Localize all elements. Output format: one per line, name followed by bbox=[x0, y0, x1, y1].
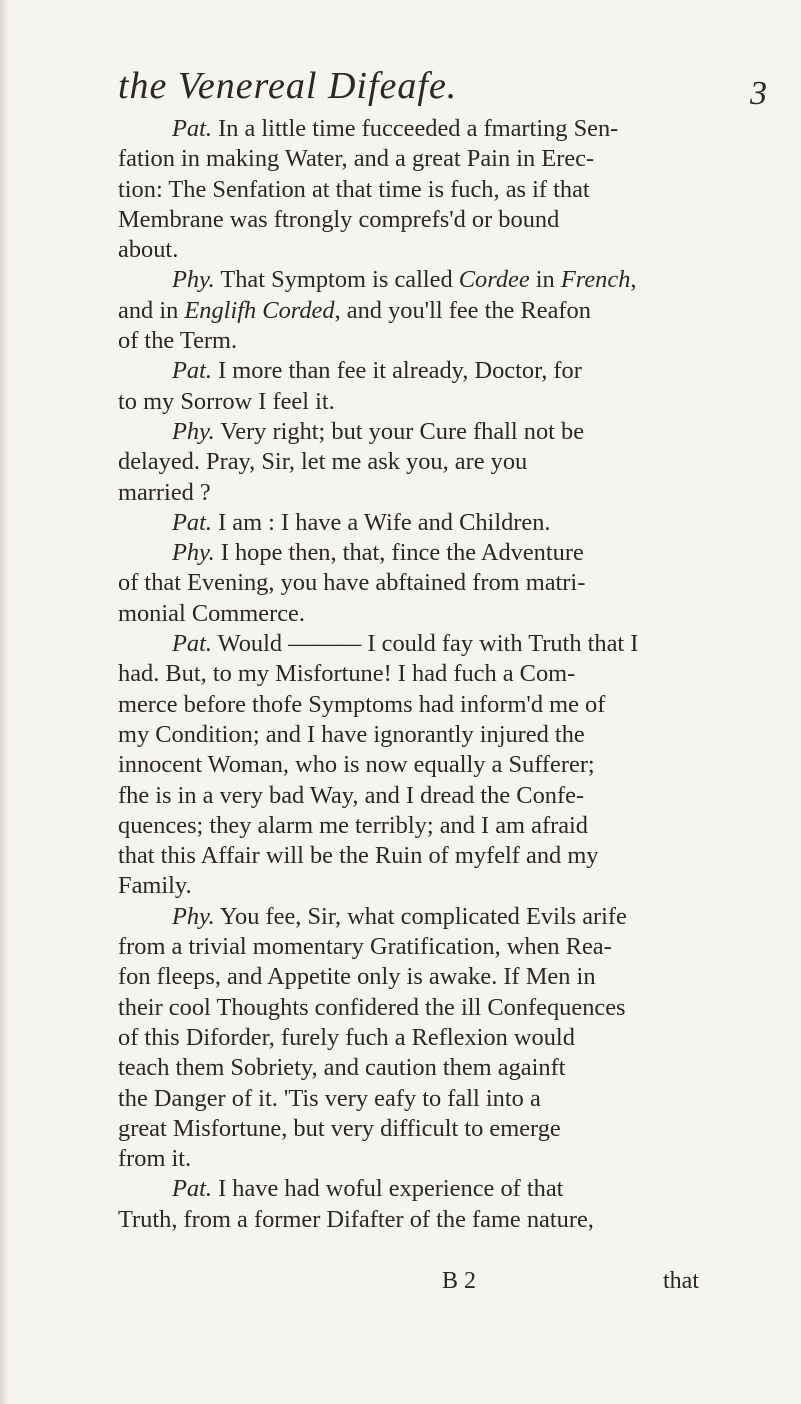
text-line bbox=[118, 1053, 788, 1083]
line-text: that this Affair will be the Ruin of myfelf and my bbox=[118, 842, 599, 870]
text-line bbox=[118, 902, 788, 932]
line-text: Would ——— I could fay with Truth that I bbox=[211, 630, 639, 658]
line-text: to my Sorrow I feel it. bbox=[118, 387, 335, 415]
line-text: about. bbox=[118, 236, 179, 264]
text-line bbox=[118, 568, 788, 598]
text-line bbox=[118, 387, 788, 417]
speaker-label: Phy. bbox=[172, 266, 215, 294]
text-line bbox=[118, 326, 788, 356]
line-text: innocent Woman, who is now equally a Sufferer; bbox=[118, 751, 595, 779]
line-text: In a little time fucceeded a fmarting Sen- bbox=[211, 115, 619, 142]
line-text: French bbox=[560, 266, 631, 294]
line-text: I am : I have a Wife and Children. bbox=[211, 508, 551, 536]
text-line bbox=[118, 114, 788, 144]
text-line bbox=[118, 205, 788, 235]
line-text: teach them Sobriety, and caution them againft bbox=[118, 1054, 566, 1082]
text-line bbox=[118, 1205, 788, 1235]
line-text: fon fleeps, and Appetite only is awake. If Men in bbox=[118, 963, 596, 991]
speaker-label: Pat. bbox=[172, 630, 212, 658]
line-text: merce before thofe Symptoms had inform'd me of bbox=[118, 690, 606, 718]
line-text: my Condition; and I have ignorantly injured the bbox=[118, 720, 585, 748]
text-line bbox=[118, 993, 788, 1023]
line-text: of this Diforder, furely fuch a Reflexion would bbox=[118, 1023, 575, 1051]
speaker-label: Phy. bbox=[172, 902, 215, 930]
line-text: I more than fee it already, Doctor, for bbox=[211, 357, 582, 385]
line-text: from a trivial momentary Gratification, when Rea- bbox=[118, 933, 612, 961]
line-text: their cool Thoughts confidered the ill Confequences bbox=[118, 993, 626, 1021]
line-text: That Symptom is called bbox=[214, 266, 459, 294]
text-line bbox=[118, 478, 788, 508]
line-text: , bbox=[630, 266, 637, 294]
line-text: I hope then, that, fince the Adventure bbox=[214, 539, 584, 567]
line-text: Englifh Corded bbox=[184, 296, 335, 324]
line-text: of that Evening, you have abftained from matri- bbox=[118, 569, 586, 597]
text-line bbox=[118, 235, 788, 265]
text-line bbox=[118, 690, 788, 720]
body-text bbox=[118, 114, 788, 1235]
text-line bbox=[118, 1144, 788, 1174]
text-line bbox=[118, 932, 788, 962]
speaker-label: Phy. bbox=[172, 417, 215, 445]
line-text: quences; they alarm me terribly; and I am afraid bbox=[118, 811, 588, 839]
text-line bbox=[118, 599, 788, 629]
text-line bbox=[118, 296, 788, 326]
text-line bbox=[118, 871, 788, 901]
line-text: Membrane was ftrongly comprefs'd or bound bbox=[118, 205, 560, 233]
line-text: the Danger of it. 'Tis very eafy to fall into a bbox=[118, 1084, 541, 1112]
page-footer bbox=[0, 1266, 801, 1306]
line-text: Cordee bbox=[458, 266, 530, 294]
text-line bbox=[118, 144, 788, 174]
signature-mark: B 2 bbox=[442, 1268, 477, 1294]
text-line bbox=[118, 447, 788, 477]
text-line bbox=[118, 659, 788, 689]
text-line bbox=[118, 538, 788, 568]
text-line bbox=[118, 1023, 788, 1053]
speaker-label: Pat. bbox=[172, 1175, 212, 1203]
line-text: great Misfortune, but very difficult to emerge bbox=[118, 1114, 561, 1142]
text-line bbox=[118, 356, 788, 386]
line-text: Very right; but your Cure fhall not be bbox=[214, 417, 585, 445]
text-line bbox=[118, 175, 788, 205]
running-title: the Venereal Difeafe. bbox=[118, 65, 458, 107]
text-line bbox=[118, 417, 788, 447]
line-text: in bbox=[529, 266, 561, 294]
line-text: Truth, from a former Difafter of the fame nature, bbox=[118, 1205, 594, 1233]
page-header bbox=[0, 64, 801, 114]
speaker-label: Pat. bbox=[172, 508, 212, 536]
text-line bbox=[118, 1114, 788, 1144]
text-line bbox=[118, 720, 788, 750]
text-line bbox=[118, 781, 788, 811]
text-line bbox=[118, 841, 788, 871]
speaker-label: Pat. bbox=[172, 115, 212, 142]
text-line bbox=[118, 265, 788, 295]
catchword: that bbox=[663, 1268, 699, 1294]
line-text: from it. bbox=[118, 1145, 192, 1173]
text-line bbox=[118, 1174, 788, 1204]
line-text: and in bbox=[118, 296, 185, 324]
line-text: monial Commerce. bbox=[118, 599, 305, 627]
line-text: You fee, Sir, what complicated Evils arife bbox=[214, 902, 627, 930]
line-text: fhe is in a very bad Way, and I dread the Confe- bbox=[118, 781, 585, 809]
line-text: had. But, to my Misfortune! I had fuch a Com- bbox=[118, 660, 576, 688]
line-text: tion: The Senfation at that time is fuch, as if that bbox=[118, 175, 590, 203]
text-line bbox=[118, 811, 788, 841]
text-line bbox=[118, 508, 788, 538]
text-line bbox=[118, 962, 788, 992]
line-text: Family. bbox=[118, 872, 192, 900]
line-text: , and you'll fee the Reafon bbox=[334, 296, 591, 324]
line-text: of the Term. bbox=[118, 327, 238, 355]
line-text: married ? bbox=[118, 478, 211, 506]
page-number: 3 bbox=[750, 75, 767, 112]
text-line bbox=[118, 629, 788, 659]
speaker-label: Phy. bbox=[172, 539, 215, 567]
line-text: delayed. Pray, Sir, let me ask you, are you bbox=[118, 448, 528, 476]
page-gutter-shadow bbox=[0, 0, 8, 1404]
line-text: fation in making Water, and a great Pain in Erec- bbox=[118, 145, 595, 173]
text-line bbox=[118, 1084, 788, 1114]
line-text: I have had woful experience of that bbox=[211, 1175, 564, 1203]
speaker-label: Pat. bbox=[172, 357, 212, 385]
text-line bbox=[118, 750, 788, 780]
